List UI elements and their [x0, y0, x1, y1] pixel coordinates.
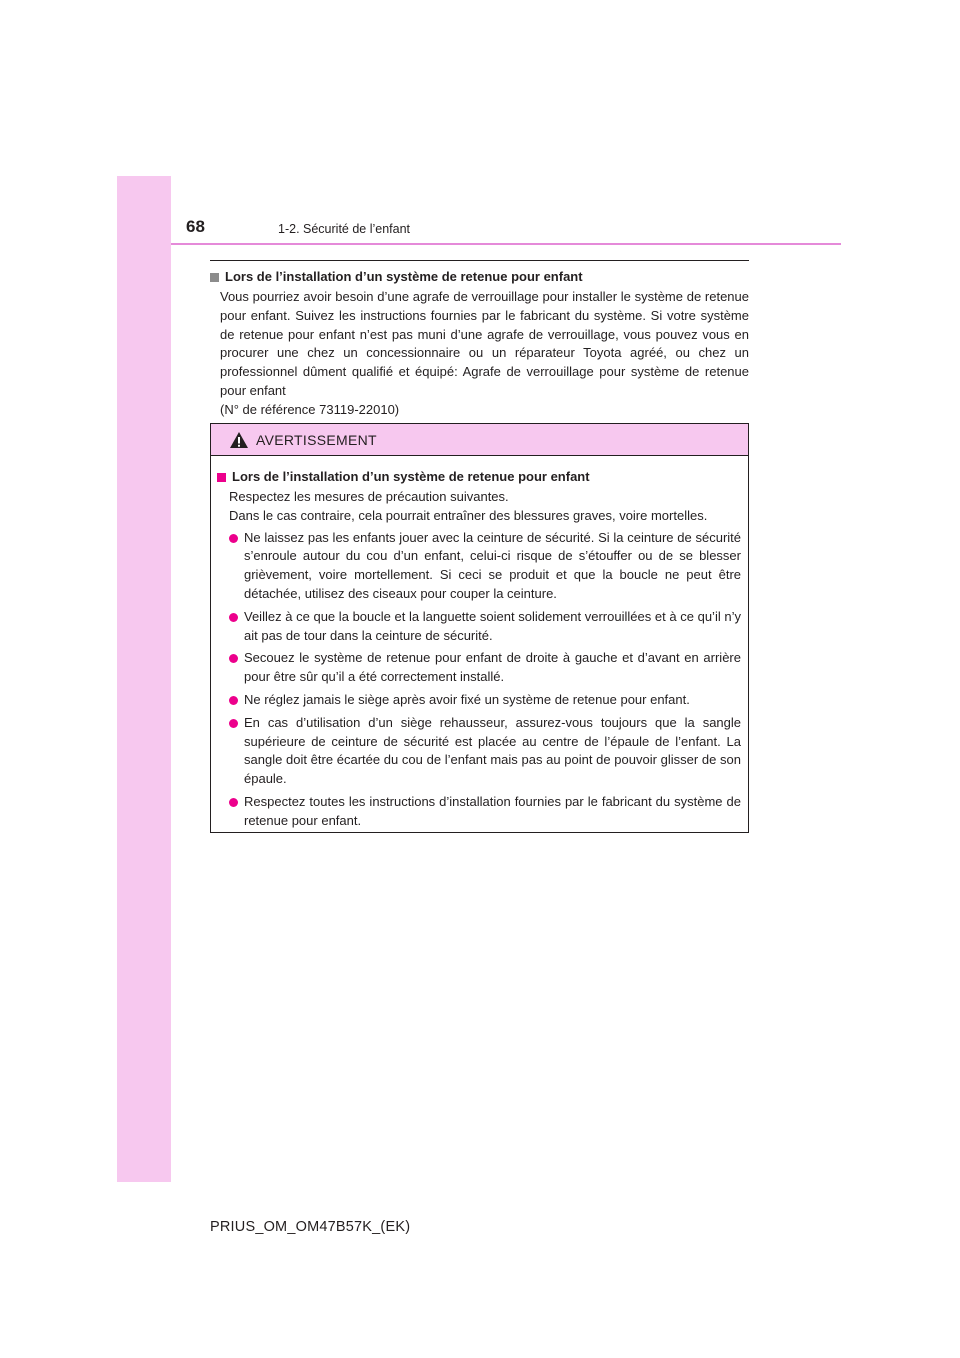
side-color-band — [117, 176, 171, 1182]
intro-heading-text: Lors de l’installation d’un système de retenue pour enfant — [225, 269, 583, 284]
dot-bullet-icon — [229, 798, 238, 807]
warning-bullet-text: Respectez toutes les instructions d’installation fournies par le fabricant du système de retenue pour enfant. — [244, 793, 741, 828]
square-bullet-icon — [217, 473, 226, 482]
intro-section — [210, 268, 749, 420]
warning-bullet-text: Veillez à ce que la boucle et la languette soient solidement verrouillées et à ce qu’il n’y ait pas de tour dans la ceinture de sécurité. — [244, 608, 741, 643]
dot-bullet-icon — [229, 534, 238, 543]
page-number: 68 — [186, 217, 205, 236]
header-rule — [171, 243, 841, 245]
warning-heading-text: Lors de l’installation d’un système de retenue pour enfant — [232, 469, 590, 484]
intro-reference: (N° de référence 73119-22010) — [220, 401, 400, 417]
document-code: PRIUS_OM_OM47B57K_(EK) — [210, 1219, 411, 1235]
warning-title: AVERTISSEMENT — [256, 431, 377, 448]
warning-bullet — [229, 649, 741, 687]
warning-triangle-icon — [229, 431, 249, 449]
warning-bullet-text: Ne réglez jamais le siège après avoir fixé un système de retenue pour enfant. — [244, 691, 690, 707]
warning-bullet — [229, 714, 741, 789]
warning-bullet — [229, 793, 741, 831]
warning-intro — [229, 488, 741, 526]
warning-bullet — [229, 608, 741, 646]
warning-intro-line: Dans le cas contraire, cela pourrait entraîner des blessures graves, voire mortelles. — [229, 507, 708, 523]
dot-bullet-icon — [229, 696, 238, 705]
warning-intro-line: Respectez les mesures de précaution suivantes. — [229, 489, 509, 504]
square-bullet-icon — [210, 273, 219, 282]
warning-bullet — [229, 529, 741, 604]
warning-box — [210, 423, 749, 833]
intro-paragraph: Vous pourriez avoir besoin d’une agrafe de verrouillage pour installer le système de retenue pour enfant. Suivez les instructions fournies par le fabricant du système. Si votre système de retenue pour enfant n’est pas muni d’une agrafe de verrouillage, vous pouvez vous en procurer une chez un concessionnaire ou un réparateur Toyota agréé, ou chez un professionnel dûment qualifié et équipé: Agrafe de verrouillage pour système de retenue pour enfant — [220, 289, 749, 398]
warning-bullet — [229, 691, 741, 710]
warning-header — [211, 424, 748, 456]
section-title: 1-2. Sécurité de l’enfant — [278, 222, 411, 236]
warning-bullet-text: En cas d’utilisation d’un siège rehausseur, assurez-vous toujours que la sangle supérieure de ceinture de sécurité est placée au centre de l’épaule de l’enfant. La sangle doit être écartée du cou de l’enfant mais pas au point de pouvoir glisser de son épaule. — [244, 714, 741, 787]
content-top-rule — [210, 260, 749, 261]
intro-heading — [210, 268, 749, 286]
dot-bullet-icon — [229, 719, 238, 728]
warning-body — [211, 456, 748, 831]
intro-body — [220, 288, 749, 420]
warning-bullet-text: Secouez le système de retenue pour enfant de droite à gauche et d’avant en arrière pour être sûr qu’il a été correctement installé. — [244, 650, 741, 685]
dot-bullet-icon — [229, 613, 238, 622]
dot-bullet-icon — [229, 654, 238, 663]
warning-bullet-text: Ne laissez pas les enfants jouer avec la ceinture de sécurité. Si la ceinture de sécurité s’enroule autour du cou d’un enfant, celui-ci risque de s’étouffer ou de se blesser grièvement, voire mortellement. Si ceci se produit et que la boucle ne peut être détachée, utilisez des ciseaux pour couper la ceinture. — [244, 529, 741, 601]
warning-heading — [217, 468, 741, 486]
